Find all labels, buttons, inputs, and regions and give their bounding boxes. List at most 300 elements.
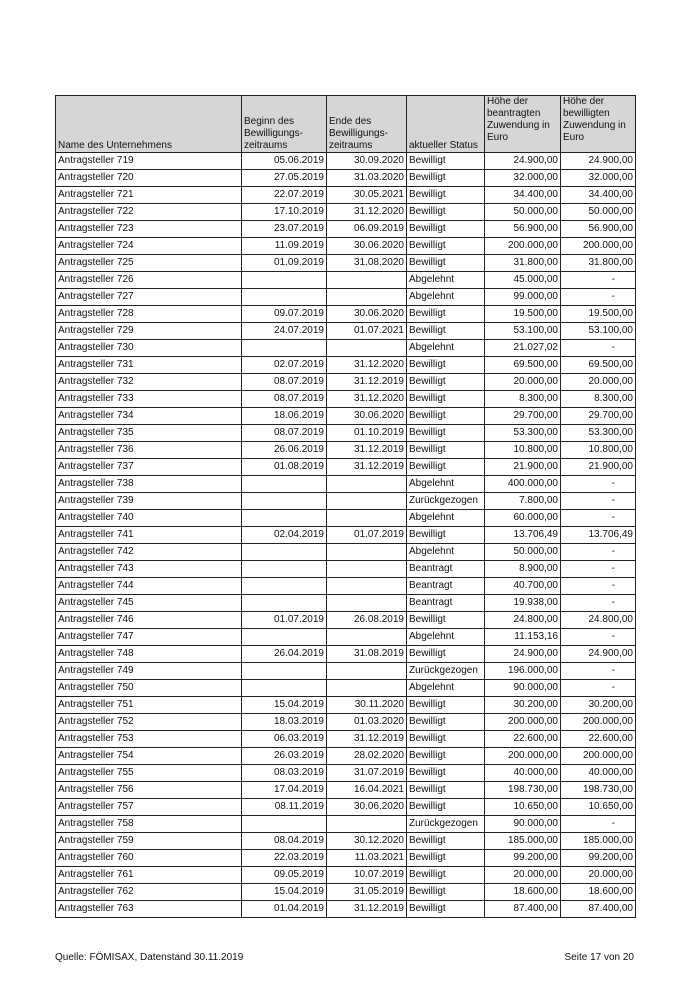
cell-approved-amount: - [561,340,636,357]
cell-company-name: Antragsteller 755 [56,765,242,782]
cell-status: Bewilligt [407,153,485,170]
cell-status: Bewilligt [407,204,485,221]
cell-approved-amount: 69.500,00 [561,357,636,374]
cell-approved-amount: - [561,680,636,697]
cell-period-start: 01.07.2019 [242,612,327,629]
cell-status: Abgelehnt [407,629,485,646]
cell-period-start: 26.03.2019 [242,748,327,765]
cell-requested-amount: 56.900,00 [485,221,561,238]
header-requested-amount: Höhe der beantragten Zuwendung in Euro [485,96,561,153]
cell-approved-amount: 21.900,00 [561,459,636,476]
cell-company-name: Antragsteller 732 [56,374,242,391]
cell-status: Bewilligt [407,765,485,782]
cell-period-start: 15.04.2019 [242,884,327,901]
cell-company-name: Antragsteller 736 [56,442,242,459]
table-row [56,799,636,816]
table-row [56,221,636,238]
cell-period-end [327,272,407,289]
cell-approved-amount: 40.000,00 [561,765,636,782]
cell-company-name: Antragsteller 720 [56,170,242,187]
cell-approved-amount: 20.000,00 [561,867,636,884]
cell-status: Bewilligt [407,323,485,340]
cell-approved-amount: 200.000,00 [561,238,636,255]
cell-period-start: 26.06.2019 [242,442,327,459]
cell-status: Abgelehnt [407,340,485,357]
cell-approved-amount: - [561,561,636,578]
table-row [56,544,636,561]
cell-requested-amount: 400.000,00 [485,476,561,493]
table-row [56,867,636,884]
cell-requested-amount: 87.400,00 [485,901,561,918]
cell-period-start [242,663,327,680]
cell-requested-amount: 34.400,00 [485,187,561,204]
cell-approved-amount: 19.500,00 [561,306,636,323]
cell-period-start: 17.10.2019 [242,204,327,221]
cell-company-name: Antragsteller 719 [56,153,242,170]
cell-period-end: 30.09.2020 [327,153,407,170]
cell-approved-amount: 87.400,00 [561,901,636,918]
cell-company-name: Antragsteller 749 [56,663,242,680]
cell-period-end: 28.02.2020 [327,748,407,765]
cell-requested-amount: 31.800,00 [485,255,561,272]
cell-company-name: Antragsteller 730 [56,340,242,357]
cell-period-start [242,289,327,306]
cell-company-name: Antragsteller 762 [56,884,242,901]
cell-approved-amount: 200.000,00 [561,714,636,731]
cell-approved-amount: 53.300,00 [561,425,636,442]
table-row [56,425,636,442]
cell-period-end [327,476,407,493]
table-row [56,612,636,629]
cell-company-name: Antragsteller 734 [56,408,242,425]
cell-company-name: Antragsteller 728 [56,306,242,323]
cell-company-name: Antragsteller 733 [56,391,242,408]
cell-company-name: Antragsteller 725 [56,255,242,272]
cell-status: Bewilligt [407,901,485,918]
table-row [56,782,636,799]
table-row [56,357,636,374]
cell-company-name: Antragsteller 723 [56,221,242,238]
cell-approved-amount: 198.730,00 [561,782,636,799]
cell-requested-amount: 18.600,00 [485,884,561,901]
cell-company-name: Antragsteller 731 [56,357,242,374]
cell-status: Bewilligt [407,612,485,629]
cell-company-name: Antragsteller 722 [56,204,242,221]
cell-status: Bewilligt [407,442,485,459]
table-row [56,255,636,272]
cell-approved-amount: 99.200,00 [561,850,636,867]
cell-period-start [242,561,327,578]
cell-status: Bewilligt [407,884,485,901]
cell-status: Bewilligt [407,714,485,731]
cell-period-end: 31.03.2020 [327,170,407,187]
cell-approved-amount: - [561,663,636,680]
cell-status: Bewilligt [407,867,485,884]
cell-requested-amount: 90.000,00 [485,680,561,697]
table-row [56,374,636,391]
cell-requested-amount: 99.000,00 [485,289,561,306]
cell-approved-amount: 13.706,49 [561,527,636,544]
cell-requested-amount: 8.300,00 [485,391,561,408]
cell-company-name: Antragsteller 759 [56,833,242,850]
cell-period-start [242,340,327,357]
cell-requested-amount: 40.000,00 [485,765,561,782]
page-number: Seite 17 von 20 [564,952,634,963]
cell-period-end [327,680,407,697]
cell-period-start: 22.07.2019 [242,187,327,204]
cell-period-end: 30.06.2020 [327,799,407,816]
cell-approved-amount: 24.800,00 [561,612,636,629]
table-row [56,459,636,476]
cell-company-name: Antragsteller 760 [56,850,242,867]
cell-requested-amount: 50.000,00 [485,204,561,221]
funding-table [55,95,636,918]
cell-period-end: 16.04.2021 [327,782,407,799]
cell-approved-amount: 50.000,00 [561,204,636,221]
cell-company-name: Antragsteller 737 [56,459,242,476]
cell-status: Bewilligt [407,187,485,204]
cell-period-start [242,578,327,595]
cell-period-start: 08.03.2019 [242,765,327,782]
cell-period-end: 31.12.2019 [327,731,407,748]
cell-status: Bewilligt [407,255,485,272]
cell-period-start [242,510,327,527]
cell-period-end: 31.07.2019 [327,765,407,782]
cell-requested-amount: 200.000,00 [485,748,561,765]
cell-status: Abgelehnt [407,510,485,527]
cell-period-end: 30.06.2020 [327,238,407,255]
cell-company-name: Antragsteller 747 [56,629,242,646]
cell-period-start: 08.04.2019 [242,833,327,850]
table-row [56,595,636,612]
cell-requested-amount: 21.900,00 [485,459,561,476]
table-row [56,901,636,918]
cell-period-start: 17.04.2019 [242,782,327,799]
cell-requested-amount: 53.100,00 [485,323,561,340]
cell-status: Bewilligt [407,170,485,187]
cell-period-start: 01.04.2019 [242,901,327,918]
table-row [56,850,636,867]
cell-approved-amount: 10.800,00 [561,442,636,459]
cell-requested-amount: 45.000,00 [485,272,561,289]
cell-approved-amount: - [561,476,636,493]
table-row [56,170,636,187]
table-row [56,816,636,833]
table-row [56,748,636,765]
cell-period-end [327,578,407,595]
cell-approved-amount: - [561,595,636,612]
cell-period-end: 30.05.2021 [327,187,407,204]
cell-period-start: 27.05.2019 [242,170,327,187]
cell-status: Abgelehnt [407,289,485,306]
table-row [56,391,636,408]
cell-requested-amount: 13.706,49 [485,527,561,544]
table-row [56,340,636,357]
cell-period-start [242,476,327,493]
cell-period-end: 31.12.2020 [327,204,407,221]
cell-approved-amount: - [561,510,636,527]
table-row [56,697,636,714]
cell-company-name: Antragsteller 748 [56,646,242,663]
cell-company-name: Antragsteller 727 [56,289,242,306]
cell-period-start [242,493,327,510]
cell-requested-amount: 99.200,00 [485,850,561,867]
cell-requested-amount: 24.900,00 [485,646,561,663]
cell-period-end: 26.08.2019 [327,612,407,629]
table-row [56,272,636,289]
cell-period-end: 31.12.2020 [327,391,407,408]
cell-requested-amount: 11.153,16 [485,629,561,646]
cell-period-end [327,544,407,561]
cell-period-start: 08.07.2019 [242,425,327,442]
cell-approved-amount: 53.100,00 [561,323,636,340]
header-approved-amount: Höhe der bewilligten Zuwendung in Euro [561,96,636,153]
source-note: Quelle: FÖMISAX, Datenstand 30.11.2019 [55,952,244,963]
table-row [56,204,636,221]
cell-approved-amount: - [561,493,636,510]
header-period-start: Beginn des Bewilligungs-zeitraums [242,96,327,153]
cell-period-end: 31.12.2020 [327,357,407,374]
cell-status: Bewilligt [407,238,485,255]
cell-status: Bewilligt [407,782,485,799]
table-row [56,510,636,527]
cell-period-start: 26.04.2019 [242,646,327,663]
cell-company-name: Antragsteller 751 [56,697,242,714]
table-row [56,187,636,204]
table-row [56,561,636,578]
cell-period-start: 15.04.2019 [242,697,327,714]
cell-period-end: 31.12.2019 [327,459,407,476]
cell-period-start: 23.07.2019 [242,221,327,238]
cell-status: Beantragt [407,578,485,595]
cell-status: Bewilligt [407,731,485,748]
cell-period-start: 08.07.2019 [242,374,327,391]
cell-period-start: 08.07.2019 [242,391,327,408]
cell-company-name: Antragsteller 724 [56,238,242,255]
cell-status: Bewilligt [407,374,485,391]
cell-period-end: 01.10.2019 [327,425,407,442]
cell-period-end [327,340,407,357]
cell-period-end: 31.12.2019 [327,901,407,918]
cell-company-name: Antragsteller 754 [56,748,242,765]
cell-company-name: Antragsteller 721 [56,187,242,204]
cell-period-start: 05.06.2019 [242,153,327,170]
cell-company-name: Antragsteller 753 [56,731,242,748]
header-period-end: Ende des Bewilligungs-zeitraums [327,96,407,153]
cell-period-end: 01.07.2021 [327,323,407,340]
cell-period-start [242,816,327,833]
cell-status: Bewilligt [407,357,485,374]
cell-company-name: Antragsteller 757 [56,799,242,816]
table-row [56,578,636,595]
cell-approved-amount: - [561,578,636,595]
cell-approved-amount: 56.900,00 [561,221,636,238]
cell-period-start [242,272,327,289]
cell-status: Abgelehnt [407,544,485,561]
cell-company-name: Antragsteller 743 [56,561,242,578]
cell-approved-amount: 34.400,00 [561,187,636,204]
cell-period-end: 31.12.2019 [327,374,407,391]
cell-period-end [327,663,407,680]
cell-period-end: 11.03.2021 [327,850,407,867]
cell-status: Bewilligt [407,459,485,476]
cell-period-start: 22.03.2019 [242,850,327,867]
cell-requested-amount: 200.000,00 [485,238,561,255]
cell-status: Bewilligt [407,408,485,425]
table-row [56,408,636,425]
cell-status: Abgelehnt [407,476,485,493]
cell-company-name: Antragsteller 746 [56,612,242,629]
cell-status: Bewilligt [407,799,485,816]
table-row [56,680,636,697]
cell-period-start [242,544,327,561]
cell-period-end [327,595,407,612]
cell-approved-amount: - [561,272,636,289]
cell-status: Bewilligt [407,850,485,867]
cell-company-name: Antragsteller 763 [56,901,242,918]
cell-requested-amount: 53.300,00 [485,425,561,442]
cell-company-name: Antragsteller 729 [56,323,242,340]
cell-company-name: Antragsteller 761 [56,867,242,884]
cell-period-end: 31.12.2019 [327,442,407,459]
table-row [56,493,636,510]
cell-status: Abgelehnt [407,680,485,697]
cell-period-end: 10.07.2019 [327,867,407,884]
cell-period-end [327,493,407,510]
table-header-row [56,96,636,153]
cell-status: Bewilligt [407,306,485,323]
cell-requested-amount: 196.000,00 [485,663,561,680]
cell-requested-amount: 185.000,00 [485,833,561,850]
cell-requested-amount: 24.900,00 [485,153,561,170]
cell-approved-amount: - [561,816,636,833]
table-row [56,289,636,306]
cell-company-name: Antragsteller 741 [56,527,242,544]
cell-approved-amount: 185.000,00 [561,833,636,850]
table-body [56,153,636,918]
cell-requested-amount: 21.027,02 [485,340,561,357]
cell-period-end [327,561,407,578]
cell-requested-amount: 69.500,00 [485,357,561,374]
cell-period-end: 01.03.2020 [327,714,407,731]
cell-status: Bewilligt [407,221,485,238]
cell-company-name: Antragsteller 752 [56,714,242,731]
cell-requested-amount: 8.900,00 [485,561,561,578]
cell-approved-amount: 200.000,00 [561,748,636,765]
cell-requested-amount: 22.600,00 [485,731,561,748]
cell-requested-amount: 24.800,00 [485,612,561,629]
cell-company-name: Antragsteller 739 [56,493,242,510]
cell-approved-amount: 22.600,00 [561,731,636,748]
cell-period-start: 02.07.2019 [242,357,327,374]
cell-requested-amount: 10.800,00 [485,442,561,459]
table-row [56,629,636,646]
cell-company-name: Antragsteller 738 [56,476,242,493]
cell-requested-amount: 29.700,00 [485,408,561,425]
cell-company-name: Antragsteller 742 [56,544,242,561]
cell-period-end: 30.12.2020 [327,833,407,850]
cell-period-end: 01.07.2019 [327,527,407,544]
cell-period-end: 30.06.2020 [327,408,407,425]
table-row [56,442,636,459]
cell-period-end [327,816,407,833]
cell-status: Bewilligt [407,527,485,544]
cell-approved-amount: 30.200,00 [561,697,636,714]
cell-requested-amount: 30.200,00 [485,697,561,714]
cell-period-end: 06.09.2019 [327,221,407,238]
cell-company-name: Antragsteller 758 [56,816,242,833]
cell-period-start: 24.07.2019 [242,323,327,340]
table-row [56,731,636,748]
cell-status: Bewilligt [407,391,485,408]
cell-period-start: 08.11.2019 [242,799,327,816]
cell-requested-amount: 20.000,00 [485,867,561,884]
cell-approved-amount: 32.000,00 [561,170,636,187]
cell-status: Zurückgezogen [407,493,485,510]
cell-requested-amount: 200.000,00 [485,714,561,731]
cell-requested-amount: 90.000,00 [485,816,561,833]
table-row [56,646,636,663]
cell-company-name: Antragsteller 726 [56,272,242,289]
table-row [56,238,636,255]
cell-approved-amount: 18.600,00 [561,884,636,901]
cell-requested-amount: 40.700,00 [485,578,561,595]
cell-company-name: Antragsteller 744 [56,578,242,595]
table-row [56,323,636,340]
cell-requested-amount: 198.730,00 [485,782,561,799]
cell-company-name: Antragsteller 740 [56,510,242,527]
cell-requested-amount: 60.000,00 [485,510,561,527]
cell-period-end [327,289,407,306]
cell-requested-amount: 19.500,00 [485,306,561,323]
cell-period-start [242,629,327,646]
table-row [56,663,636,680]
cell-status: Beantragt [407,561,485,578]
cell-company-name: Antragsteller 745 [56,595,242,612]
cell-requested-amount: 10.650,00 [485,799,561,816]
cell-period-start: 09.05.2019 [242,867,327,884]
cell-approved-amount: 10.650,00 [561,799,636,816]
table-row [56,306,636,323]
cell-period-end: 31.08.2019 [327,646,407,663]
cell-period-start: 06.03.2019 [242,731,327,748]
cell-approved-amount: - [561,629,636,646]
cell-requested-amount: 20.000,00 [485,374,561,391]
table-row [56,527,636,544]
cell-period-start [242,680,327,697]
table-row [56,153,636,170]
cell-period-start: 18.03.2019 [242,714,327,731]
header-status: aktueller Status [407,96,485,153]
cell-status: Bewilligt [407,646,485,663]
cell-requested-amount: 7.800,00 [485,493,561,510]
cell-approved-amount: - [561,544,636,561]
cell-approved-amount: 20.000,00 [561,374,636,391]
cell-company-name: Antragsteller 750 [56,680,242,697]
cell-status: Bewilligt [407,748,485,765]
cell-status: Abgelehnt [407,272,485,289]
table-row [56,476,636,493]
cell-status: Beantragt [407,595,485,612]
cell-period-end: 30.11.2020 [327,697,407,714]
cell-period-end [327,629,407,646]
cell-requested-amount: 19.938,00 [485,595,561,612]
cell-period-start [242,595,327,612]
cell-approved-amount: 29.700,00 [561,408,636,425]
cell-period-start: 01.09.2019 [242,255,327,272]
cell-approved-amount: 31.800,00 [561,255,636,272]
cell-approved-amount: 24.900,00 [561,153,636,170]
